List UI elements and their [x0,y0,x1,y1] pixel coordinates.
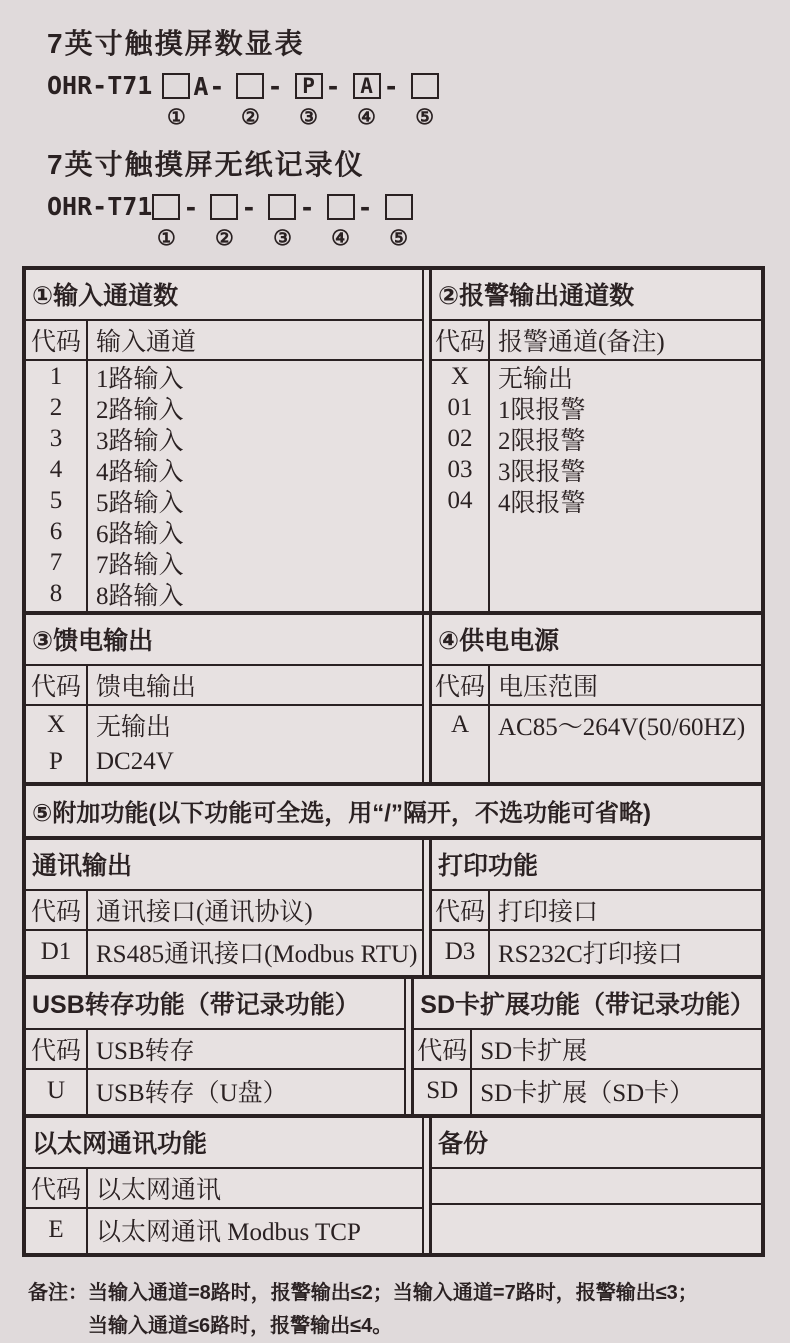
code-cell: 01 [432,392,490,423]
code-box [385,194,413,220]
model-block [47,22,790,129]
column-header: 代码 [26,1169,88,1207]
code-cell: 02 [432,423,490,454]
code-cell: U [26,1070,88,1112]
desc-cell: 4路输入 [96,458,184,486]
separator: - [299,192,316,222]
filler-row [26,1112,404,1114]
section-left [26,270,424,611]
column-header-row [26,1169,422,1209]
section-left [26,1118,424,1253]
code-cell: P [26,743,88,780]
column-header: 代码 [432,321,490,359]
section-title: USB转存功能（带记录功能） [26,979,404,1030]
section-right [429,840,761,975]
filler-row [26,780,422,782]
column-header-row [26,321,422,361]
table-row [432,392,761,423]
section [26,836,761,975]
note-label: 备注： [28,1282,88,1304]
model-unit-top [210,192,268,222]
model-unit [152,192,210,250]
model-unit [210,192,268,250]
filler-row [432,973,761,975]
model-unit-top [268,192,326,222]
model-unit [385,192,413,250]
section-right [411,979,761,1114]
desc-cell: 1限报警 [498,396,586,424]
separator: - [357,192,374,222]
desc-cell: AC85～264V(50/60HZ) [498,713,746,741]
column-header-row [26,1030,404,1070]
circled-number: ② [215,226,234,250]
desc-cell: 无输出 [498,365,574,393]
code-box [236,73,264,99]
desc-cell [88,780,422,782]
code-cell: 7 [26,547,88,578]
note-line: 当输入通道≤6路时，报警输出≤4。 [88,1315,393,1337]
code-box: P [295,73,323,99]
rows-container [26,666,422,782]
code-cell: 8 [26,578,88,609]
rows-container [432,1169,761,1253]
filler-row [432,516,761,611]
separator: - [325,71,342,101]
separator: - [267,71,284,101]
column-header-row [432,1169,761,1205]
filler-row [432,1247,761,1253]
desc-cell: 3路输入 [96,427,184,455]
code-cell: D3 [432,931,490,973]
separator: - [241,192,258,222]
column-header [432,1169,761,1203]
table-row [26,361,422,392]
model-unit-top [353,71,411,101]
section [26,975,761,1114]
table-row [26,1070,404,1112]
desc-cell: DC24V [96,747,174,775]
section [26,270,761,611]
table-row [26,485,422,516]
desc-cell: 8路输入 [96,582,184,610]
column-header: 报警通道(备注) [498,329,665,356]
desc-cell [88,609,422,611]
column-header: 代码 [432,666,490,704]
model-unit [236,71,294,129]
rows-container [26,1169,422,1253]
circled-number: ⑤ [389,226,409,250]
section-right [429,615,761,782]
section [26,611,761,782]
desc-cell: 6路输入 [96,520,184,548]
column-header: SD卡扩展 [480,1038,588,1065]
page-title: 7英寸触摸屏数显表 [47,28,305,59]
table-row [26,706,422,743]
desc-cell: 5路输入 [96,489,184,517]
note [28,1277,790,1343]
column-header-row [432,666,761,706]
column-header: 代码 [26,1030,88,1068]
desc-cell: 3限报警 [498,458,586,486]
header-area [0,0,790,250]
code-cell: X [26,706,88,743]
note-line: 当输入通道=8路时，报警输出≤2；当输入通道=7路时，报警输出≤3； [88,1282,698,1304]
column-header: 代码 [432,891,490,929]
model-unit-top [295,71,353,101]
model-block [47,143,790,250]
filler-row [26,973,422,975]
code-cell [26,780,88,782]
section-left [26,840,424,975]
code-box [152,194,180,220]
code-cell: 4 [26,454,88,485]
column-header-row [26,891,422,931]
section-title: 以太网通讯功能 [26,1118,422,1169]
code-cell [432,743,490,782]
desc-cell [88,1112,404,1114]
desc-cell [490,973,761,975]
desc-cell [490,516,761,611]
code-box [268,194,296,220]
table-row [26,743,422,780]
model-code-line [47,71,790,129]
circled-number: ④ [331,226,350,250]
model-unit-top [162,71,236,101]
section-left [26,979,406,1114]
code-box [411,73,439,99]
rows-container [26,891,422,975]
model-prefix: OHR-T71 [47,71,153,100]
table-row [432,454,761,485]
section-title: 打印功能 [432,840,761,891]
desc-cell: 4限报警 [498,489,586,517]
model-code-line [47,192,790,250]
table-row [432,485,761,516]
rows-container [432,891,761,975]
code-cell: A [432,706,490,743]
model-unit [411,71,439,129]
column-header-row [26,666,422,706]
model-unit-top [152,192,210,222]
code-cell: X [432,361,490,392]
desc-cell [490,743,761,782]
table-row [26,423,422,454]
table-row [26,578,422,609]
model-unit [162,71,236,129]
section [26,1114,761,1253]
circled-number: ① [166,105,186,129]
column-header: USB转存 [96,1038,195,1065]
section-title: ③馈电输出 [26,615,422,666]
section-title: ①输入通道数 [26,270,422,321]
table-row [432,423,761,454]
separator: - [183,192,200,222]
model-unit-top [411,71,439,101]
circled-number: ③ [273,226,292,250]
model-prefix: OHR-T71 [47,192,153,221]
model-unit-top [385,192,413,222]
column-header-row [432,891,761,931]
code-cell: 2 [26,392,88,423]
model-unit-top [236,71,294,101]
rows-container [414,1030,761,1114]
code-cell: 3 [26,423,88,454]
section-left [26,615,424,782]
circled-number: ② [241,105,260,129]
section-band: ⑤附加功能(以下功能可全选，用“/”隔开，不选功能可省略) [26,782,761,836]
desc-cell: RS232C打印接口 [498,941,683,968]
code-cell [432,973,490,975]
column-header: 代码 [26,321,88,359]
note-lines [88,1277,698,1343]
code-box [162,73,190,99]
code-cell [26,1251,88,1253]
page-title: 7英寸触摸屏无纸记录仪 [47,149,365,180]
code-cell [414,1112,472,1114]
code-box [210,194,238,220]
table-row [432,361,761,392]
code-cell [26,609,88,611]
table-row [414,1070,761,1112]
column-header: 馈电输出 [96,674,197,701]
code-cell: 6 [26,516,88,547]
separator: - [383,71,400,101]
circled-number: ⑤ [415,105,435,129]
code-cell: 04 [432,485,490,516]
table-row [432,931,761,973]
column-header: 电压范围 [498,674,599,701]
code-box: A [353,73,381,99]
table-row [432,706,761,743]
section-title: SD卡扩展功能（带记录功能） [414,979,761,1030]
column-header: 代码 [26,666,88,704]
rows-container [432,666,761,782]
desc-cell: 以太网通讯 Modbus TCP [96,1219,361,1246]
circled-number: ③ [299,105,318,129]
section-title: 通讯输出 [26,840,422,891]
model-unit [295,71,353,129]
column-header-row [414,1030,761,1070]
table-row [26,547,422,578]
column-header: 以太网通讯 [96,1177,222,1204]
code-cell: 1 [26,361,88,392]
code-cell: E [26,1209,88,1251]
code-cell [432,516,490,611]
desc-cell [88,1251,422,1253]
desc-cell: 2路输入 [96,396,184,424]
table-row [26,392,422,423]
table-row [26,454,422,485]
code-cell: 03 [432,454,490,485]
desc-cell [88,973,422,975]
spec-table [22,266,765,1257]
circled-number: ④ [357,105,376,129]
rows-container [26,321,422,611]
section-title: ④供电电源 [432,615,761,666]
table-row [26,931,422,973]
section-title: ②报警输出通道数 [432,270,761,321]
desc-cell: RS485通讯接口(Modbus RTU) [96,941,418,968]
column-header: 通讯接口(通讯协议) [96,899,313,926]
section-right [429,270,761,611]
section-title: 备份 [432,1118,761,1169]
circled-number: ① [156,226,176,250]
table-row [432,1205,761,1247]
desc-cell: 无输出 [96,713,172,741]
rows-container [432,321,761,611]
code-cell [26,1112,88,1114]
desc-cell: 7路输入 [96,551,184,579]
desc-cell: SD卡扩展（SD卡） [480,1080,695,1107]
column-header: 代码 [414,1030,472,1068]
code-cell [26,973,88,975]
desc-cell: 1路输入 [96,365,184,393]
rows-container [26,1030,404,1114]
filler-row [414,1112,761,1114]
model-unit [327,192,385,250]
code-cell: 5 [26,485,88,516]
column-header: 代码 [26,891,88,929]
code-cell: D1 [26,931,88,973]
column-header-row [432,321,761,361]
filler-row [432,743,761,782]
desc-cell: USB转存（U盘） [96,1080,288,1107]
column-header: 输入通道 [96,329,197,356]
filler-row [26,1251,422,1253]
table-row [26,1209,422,1251]
table-row [26,516,422,547]
model-unit [268,192,326,250]
separator: A- [193,71,226,101]
model-unit [353,71,411,129]
code-cell: SD [414,1070,472,1112]
code-box [327,194,355,220]
model-unit-top [327,192,385,222]
desc-cell [432,1205,761,1247]
section-right [429,1118,761,1253]
column-header: 打印接口 [498,899,599,926]
filler-row [26,609,422,611]
desc-cell: 2限报警 [498,427,586,455]
desc-cell [472,1112,761,1114]
